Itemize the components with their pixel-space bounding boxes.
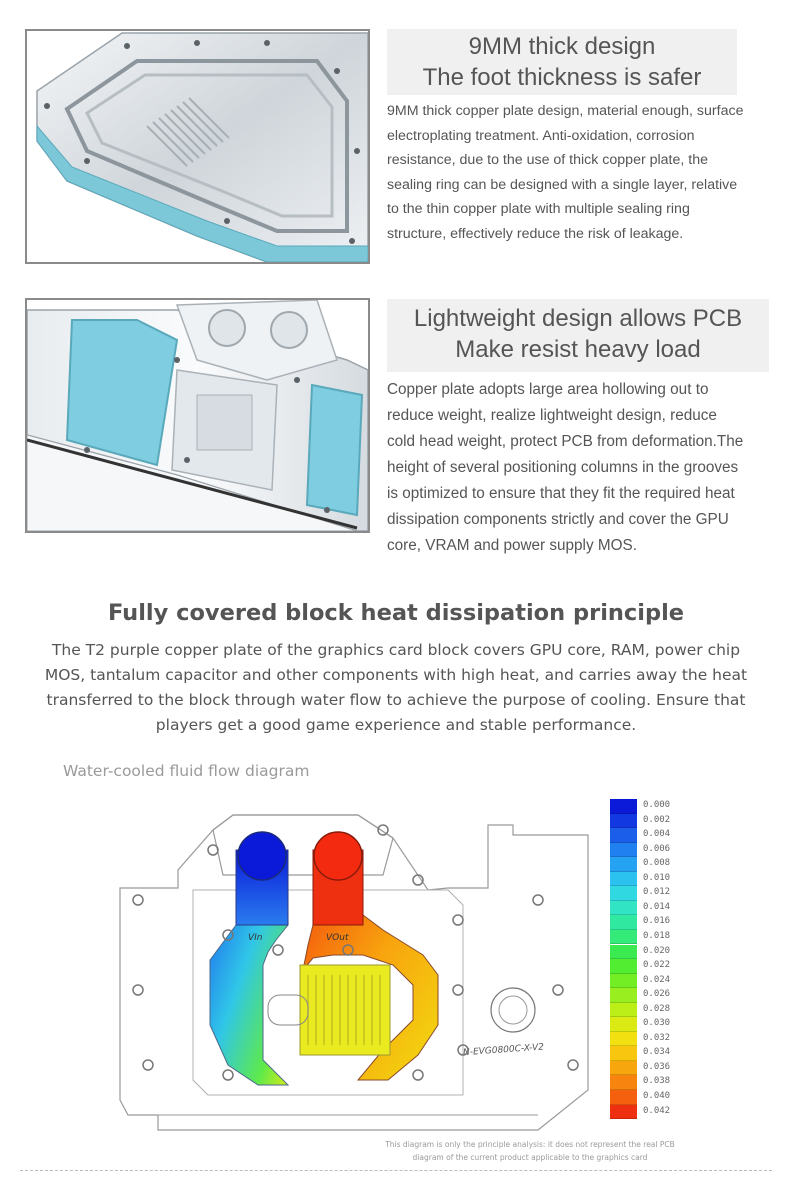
section2-line: cold head weight, protect PCB from deformation.The [387, 433, 744, 450]
section1-heading-line1: 9MM thick design [468, 33, 656, 60]
legend-value: 0.022 [643, 960, 671, 971]
legend-swatch [610, 1003, 637, 1018]
legend-swatch [610, 814, 637, 829]
legend-swatch [610, 1046, 637, 1061]
legend-value: 0.012 [643, 887, 671, 898]
legend-value: 0.042 [643, 1105, 671, 1116]
fluid-flow-diagram [118, 810, 598, 1145]
lightweight-plate-photo [25, 298, 370, 533]
section1-line: electroplating treatment. Anti-oxidation, corrosion [387, 127, 695, 144]
section3-title: Fully covered block heat dissipation principle [107, 600, 685, 626]
diagram-disclaimer [300, 1138, 760, 1164]
legend-value: 0.018 [643, 930, 671, 941]
legend-value: 0.034 [643, 1047, 671, 1058]
section3-line: players get a good game experience and stable performance. [155, 716, 637, 734]
legend-swatch [610, 1090, 637, 1105]
legend-value: 0.024 [643, 974, 671, 985]
legend-value: 0.004 [643, 829, 671, 840]
section2-heading-line1: Lightweight design allows PCB [413, 305, 743, 332]
legend-swatch [610, 1061, 637, 1076]
legend-value: 0.002 [643, 814, 671, 825]
section1-line: 9MM thick copper plate design, material enough, surface [387, 103, 744, 119]
section1-heading-line2: The foot thickness is safer [422, 64, 702, 91]
legend-value: 0.000 [643, 800, 671, 810]
legend-swatch [610, 799, 637, 814]
legend-swatch [610, 1075, 637, 1090]
legend-swatch [610, 988, 637, 1003]
legend-value: 0.040 [643, 1091, 671, 1101]
legend-swatch [610, 1032, 637, 1047]
legend-swatch [610, 930, 637, 945]
copper-plate-illustration [27, 31, 368, 262]
legend-swatch [610, 901, 637, 916]
section1-line: sealing ring can be designed with a single layer, relative [387, 176, 738, 193]
section2-line: reduce weight, realize lightweight design, reduce [387, 407, 717, 424]
legend-value: 0.038 [643, 1076, 671, 1087]
diagram-caption: Water-cooled fluid flow diagram [63, 762, 310, 780]
legend-value: 0.010 [643, 872, 671, 883]
disclaimer-line2: diagram of the current product applicable to the graphics card [412, 1153, 648, 1162]
legend-swatch [610, 915, 637, 930]
section2-line: dissipation components strictly and cover the GPU [387, 511, 729, 528]
legend-swatch [610, 974, 637, 989]
brand-logo-icon [491, 988, 535, 1032]
section2-line: Copper plate adopts large area hollowing out to [387, 381, 709, 398]
section2-line: height of several positioning columns in the grooves [387, 459, 739, 476]
legend-value: 0.016 [643, 916, 671, 927]
legend-swatch [610, 945, 637, 960]
legend-value: 0.020 [643, 945, 671, 956]
section3-line: transferred to the block through water flow to achieve the purpose of cooling. Ensure that [46, 691, 746, 709]
model-label: N-EVG0800C-X-V2 [462, 1042, 545, 1059]
section3-line: MOS, tantalum capacitor and other components with high heat, and carries away the heat [44, 666, 748, 684]
section2-heading-line2: Make resist heavy load [455, 336, 701, 363]
section1-line: to the thin copper plate with multiple sealing ring [387, 201, 690, 218]
legend-value: 0.008 [643, 858, 671, 869]
section1-line: resistance, due to the use of thick copper plate, the [387, 152, 708, 169]
lightweight-plate-illustration [27, 300, 368, 531]
disclaimer-line1: This diagram is only the principle analysis: it does not represent the real PCB [385, 1140, 675, 1149]
legend-value: 0.026 [643, 989, 671, 1000]
copper-plate-photo [25, 29, 370, 264]
legend-value: 0.006 [643, 843, 671, 854]
legend-swatch [610, 959, 637, 974]
section3-line: The T2 purple copper plate of the graphics card block covers GPU core, RAM, power chip [51, 641, 741, 659]
inlet-label: VIn [248, 933, 263, 943]
velocity-legend [610, 799, 690, 1121]
section1-heading [387, 29, 737, 95]
legend-value: 0.032 [643, 1032, 671, 1043]
legend-swatch [610, 1105, 637, 1120]
legend-swatch [610, 872, 637, 887]
section1-line: structure, effectively reduce the risk of leakage. [387, 225, 684, 242]
legend-value: 0.030 [643, 1018, 671, 1029]
legend-value: 0.036 [643, 1061, 671, 1072]
section2-line: core, VRAM and power supply MOS. [387, 537, 637, 554]
section2-heading [387, 299, 769, 372]
legend-swatch [610, 1017, 637, 1032]
section2-description [387, 377, 777, 559]
outlet-label: VOut [326, 933, 349, 943]
legend-swatch [610, 857, 637, 872]
legend-value: 0.014 [643, 901, 671, 912]
section3-body [0, 638, 792, 738]
legend-swatch [610, 828, 637, 843]
section2-line: is optimized to ensure that they fit the required heat [387, 485, 735, 502]
bottom-divider [20, 1170, 772, 1171]
section1-description [387, 99, 767, 247]
legend-swatch [610, 886, 637, 901]
legend-value: 0.028 [643, 1003, 671, 1014]
legend-swatch [610, 843, 637, 858]
